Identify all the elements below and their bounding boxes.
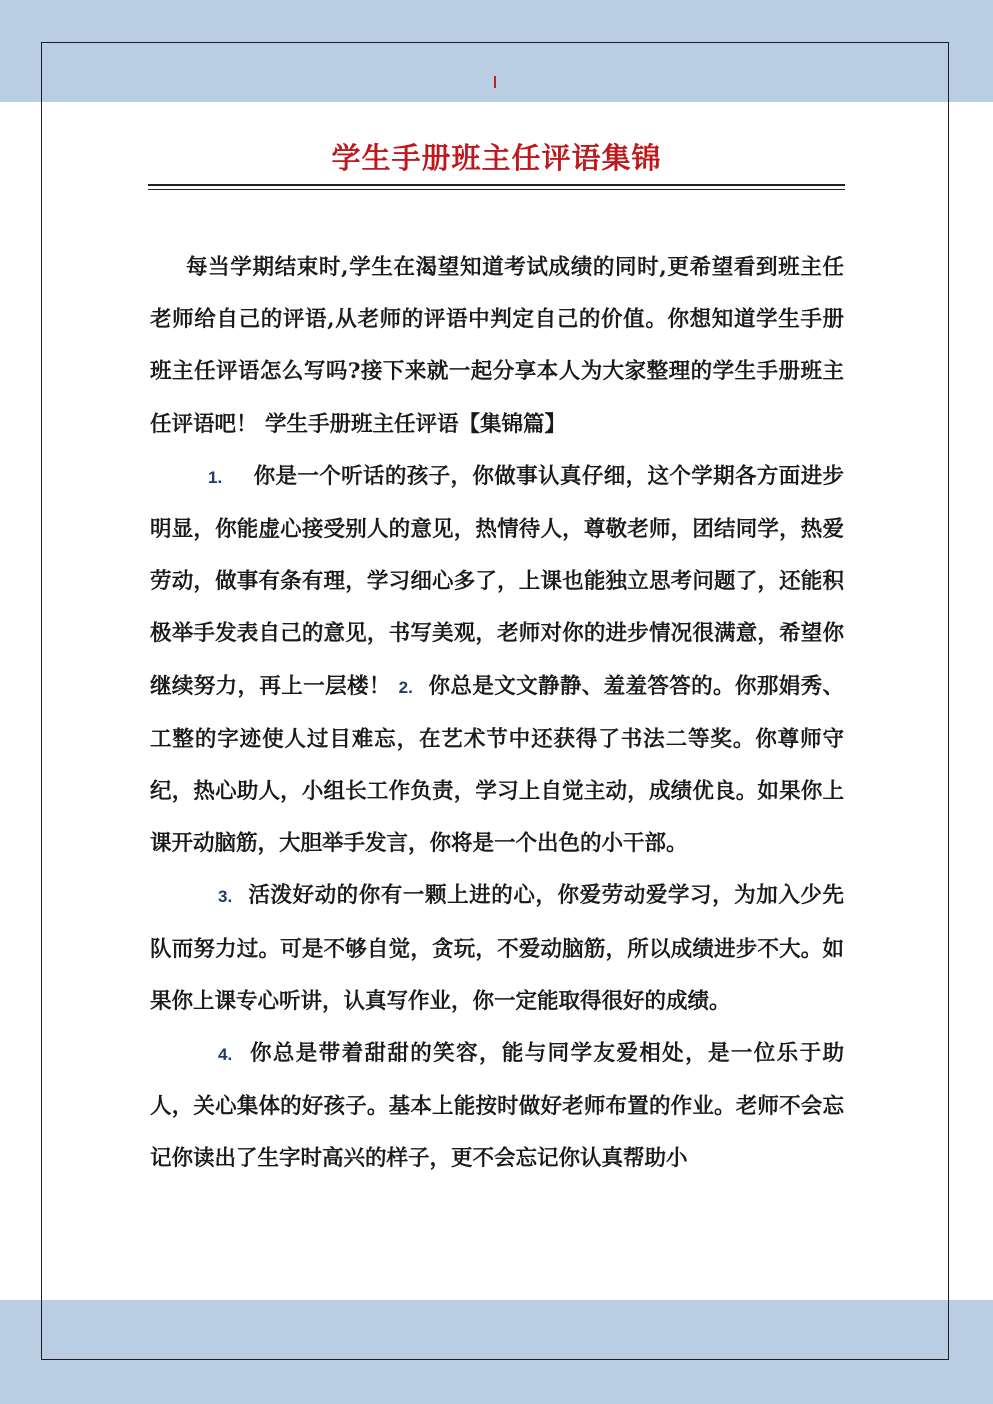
intro-paragraph: 每当学期结束时,学生在渴望知道考试成绩的同时,更希望看到班主任老师给自己的评语,从老师的评语中判定自己的价值。你想知道学生手册班主任评语怎么写吗?接下来就一起分享本人为大家整理的学生手册班主任评语吧！ 学生手册班主任评语【集锦篇】: [150, 255, 844, 437]
document-body: [150, 242, 844, 1186]
item-text: 你总是文文静静、羞羞答答的。你那娟秀、工整的字迹使人过目难忘，在艺术节中还获得了书法二等奖。你尊师守纪，热心助人，小组长工作负责，学习上自觉主动，成绩优良。如果你上课开动脑筋，大胆举手发言，你将是一个出色的小干部。: [150, 673, 844, 857]
document-title: 学生手册班主任评语集锦: [331, 141, 662, 175]
title-rule: [148, 184, 845, 186]
item-number: 2.: [398, 677, 413, 697]
title-rule-thin: [148, 189, 845, 190]
item-number: 4.: [218, 1045, 233, 1065]
comment-paragraph-3: [150, 870, 844, 1028]
comment-paragraph-4: [150, 1028, 844, 1186]
item-text: 你总是带着甜甜的笑容，能与同学友爱相处，是一位乐于助人，关心集体的好孩子。基本上能按时做好老师布置的作业。老师不会忘记你读出了生字时高兴的样子，更不会忘记你认真帮助小: [150, 1041, 844, 1172]
item-number: 3.: [218, 887, 233, 907]
comment-paragraph-1-2: [150, 451, 844, 871]
item-text: 活泼好动的你有一颗上进的心，你爱劳动爱学习，为加入少先队而努力过。可是不够自觉，贪玩，不爱动脑筋，所以成绩进步不大。如果你上课专心听讲，认真写作业，你一定能取得很好的成绩。: [150, 883, 844, 1014]
header-mark: [494, 76, 496, 88]
item-number: 1.: [208, 467, 223, 487]
item-text: 你是一个听话的孩子，你做事认真仔细，这个学期各方面进步明显，你能虚心接受别人的意见，热情待人，尊敬老师，团结同学，热爱劳动，做事有条有理，学习细心多了，上课也能独立思考问题了，还能积极举手发表自己的意见，书写美观，老师对你的进步情况很满意，希望你继续努力，再上一层楼！: [150, 463, 844, 699]
